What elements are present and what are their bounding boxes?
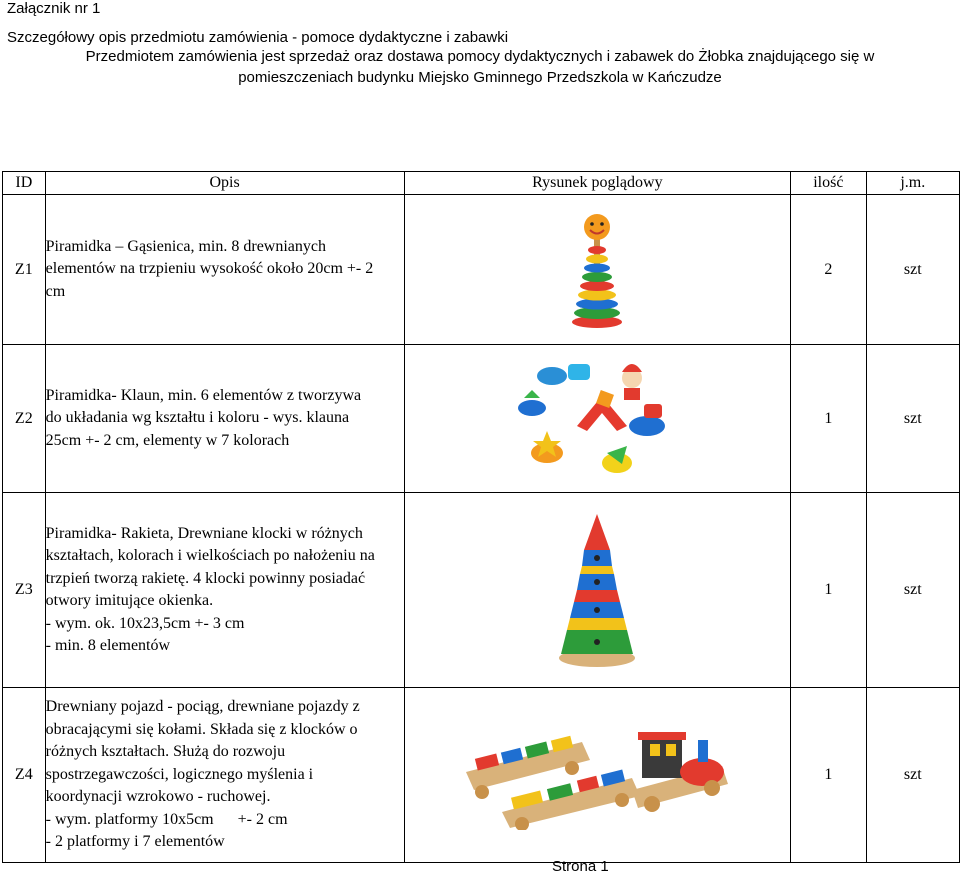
row-id: Z4	[3, 688, 46, 863]
row-description	[45, 493, 404, 688]
description-line: kształtach, kolorach i wielkościach po nałożeniu na	[45, 547, 375, 564]
description-line: - wym. platformy 10x5cm +- 2 cm	[45, 810, 288, 828]
column-header-quantity: ilość	[791, 172, 866, 195]
table-row	[3, 688, 960, 863]
attachment-label: Załącznik nr 1	[7, 0, 101, 17]
row-quantity: 2	[791, 195, 866, 345]
description-line: Piramidka – Gąsienica, min. 8 drewnianych	[45, 237, 327, 255]
row-image-cell	[404, 195, 791, 345]
description-line: - 2 platformy i 7 elementów	[45, 833, 225, 851]
description-line: Piramidka- Rakieta, Drewniane klocki w różnych	[45, 524, 363, 542]
description-line: elementów na trzpieniu wysokość około 20cm +- 2	[45, 260, 374, 278]
row-image-cell	[404, 688, 791, 863]
document-title: Szczegółowy opis przedmiotu zamówienia - pomoce dydaktyczne i zabawki	[7, 29, 509, 46]
table-row	[3, 493, 960, 688]
row-id: Z3	[3, 493, 46, 688]
description-line: Piramidka- Klaun, min. 6 elementów z tworzywa	[45, 386, 362, 404]
row-image-cell	[404, 493, 791, 688]
ring-pyramid-caterpillar-icon	[567, 210, 627, 330]
table-row	[3, 345, 960, 493]
description-line: różnych kształtach. Służą do rozwoju	[45, 743, 286, 761]
column-header-image: Rysunek poglądowy	[404, 172, 791, 195]
row-unit: szt	[866, 195, 959, 345]
wooden-train-icon	[462, 720, 732, 830]
description-line: Drewniany pojazd - pociąg, drewniane pojazdy z	[45, 698, 360, 716]
description-line: - wym. ok. 10x23,5cm +- 3 cm	[45, 614, 245, 632]
row-description	[45, 345, 404, 493]
column-header-description: Opis	[45, 172, 404, 195]
description-line: spostrzegawczości, logicznego myślenia i	[45, 765, 314, 783]
description-line: koordynacji wzrokowo - ruchowej.	[45, 788, 271, 806]
row-quantity: 1	[791, 493, 866, 688]
row-description	[45, 195, 404, 345]
description-line: cm	[45, 282, 66, 300]
row-description	[45, 688, 404, 863]
column-header-unit: j.m.	[866, 172, 959, 195]
description-line: - min. 8 elementów	[45, 637, 171, 654]
row-quantity: 1	[791, 345, 866, 493]
row-id: Z2	[3, 345, 46, 493]
column-header-id: ID	[3, 172, 46, 195]
description-line: otwory imitujące okienka.	[45, 592, 214, 609]
row-id: Z1	[3, 195, 46, 345]
rocket-pyramid-icon	[552, 510, 642, 670]
description-line: trzpień tworzą rakietę. 4 klocki powinny posiadać	[45, 569, 366, 587]
row-unit: szt	[866, 493, 959, 688]
description-line: obracającymi się kołami. Składa się z klocków o	[45, 720, 358, 738]
specification-table	[2, 171, 960, 863]
table-row	[3, 195, 960, 345]
table-header-row	[3, 172, 960, 195]
row-unit: szt	[866, 688, 959, 863]
row-quantity: 1	[791, 688, 866, 863]
clown-shape-sorter-icon	[502, 356, 692, 481]
row-image-cell	[404, 345, 791, 493]
intro-line-2: pomieszczeniach budynku Miejsko Gminnego Przedszkola w Kańczudze	[238, 69, 722, 86]
intro-line-1: Przedmiotem zamówienia jest sprzedaż oraz dostawa pomocy dydaktycznych i zabawek do Żłobka znajdującego się w	[85, 48, 875, 65]
description-line: do układania wg kształtu i koloru - wys. klauna	[45, 409, 350, 427]
description-line: 25cm +- 2 cm, elementy w 7 kolorach	[45, 431, 290, 449]
page-footer: Strona 1	[552, 858, 609, 875]
row-unit: szt	[866, 345, 959, 493]
